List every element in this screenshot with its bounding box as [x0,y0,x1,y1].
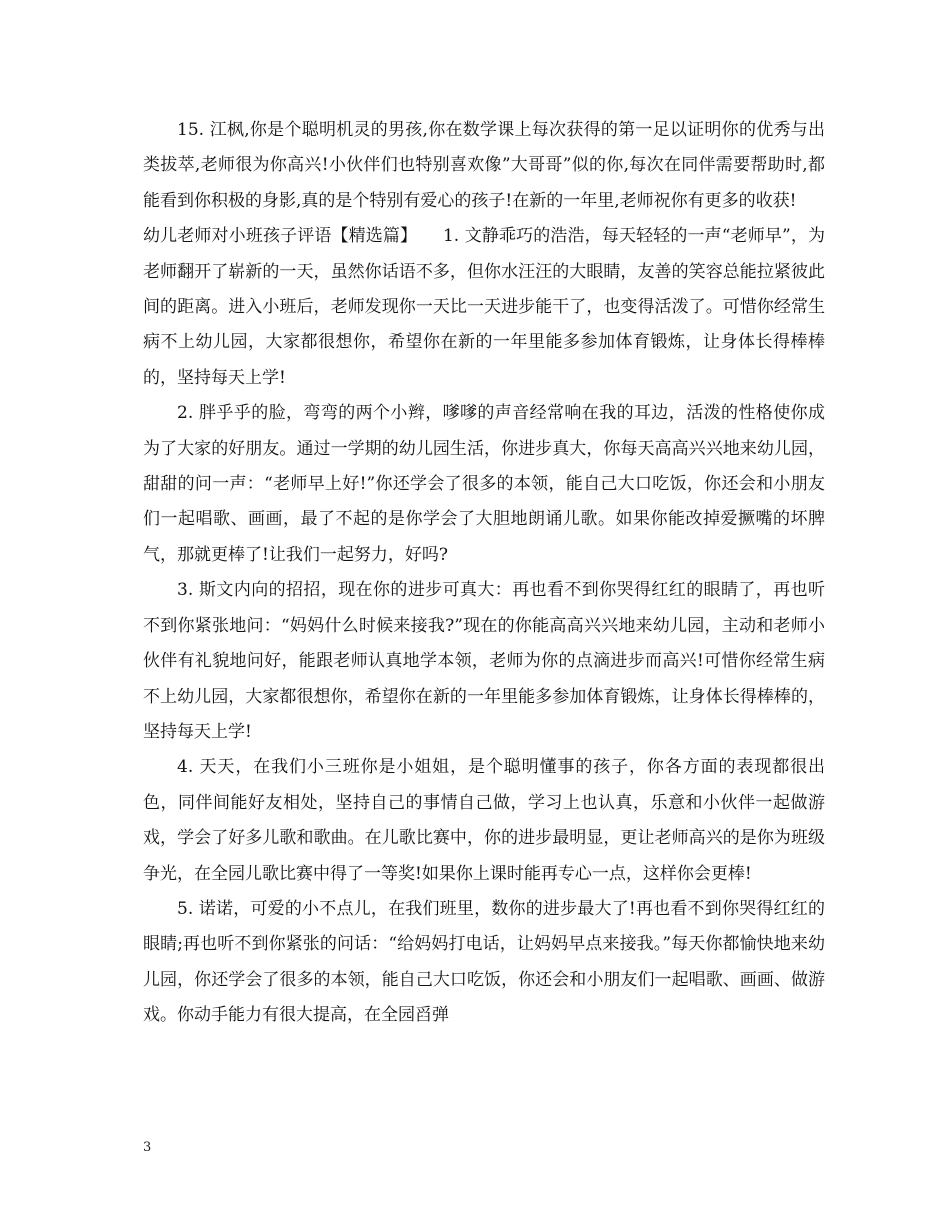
section-heading-and-paragraph-1: 幼儿老师对小班孩子评语【精选篇】 1. 文静乖巧的浩浩，每天轻轻的一声“老师早”，为老师翻开了崭新的一天，虽然你话语不多，但你水汪汪的大眼睛，友善的笑容总能拉紧彼此间的距离。进入小班后，老师发现你一天比一天进步能干了，也变得活泼了。可惜你经常生病不上幼儿园，大家都很想你，希望你在新的一年里能多参加体育锻炼，让身体长得棒棒的，坚持每天上学! [143,226,825,388]
paragraph-4: 4. 天天，在我们小三班你是小姐姐，是个聪明懂事的孩子，你各方面的表现都很出色，同伴间能好友相处，坚持自己的事情自己做，学习上也认真，乐意和小伙伴一起做游戏，学会了好多儿歌和歌曲。在儿歌比赛中，你的进步最明显，更让老师高兴的是你为班级争光，在全园儿歌比赛中得了一等奖!如果你上课时能再专心一点，这样你会更棒! [143,757,825,884]
document-body [143,113,825,1034]
paragraph-3: 3. 斯文内向的招招，现在你的进步可真大：再也看不到你哭得红红的眼睛了，再也听不到你紧张地问：“妈妈什么时候来接我?”现在的你能高高兴兴地来幼儿园，主动和老师小伙伴有礼貌地问好，能跟老师认真地学本领，老师为你的点滴进步而高兴!可惜你经常生病不上幼儿园，大家都很想你，希望你在新的一年里能多参加体育锻炼，让身体长得棒棒的，坚持每天上学! [143,580,825,742]
paragraph-15: 15. 江枫,你是个聪明机灵的男孩,你在数学课上每次获得的第一足以证明你的优秀与出类拔萃,老师很为你高兴!小伙伴们也特别喜欢像”大哥哥”似的你,每次在同伴需要帮助时,都能看到你积极的身影,真的是个特别有爱心的孩子!在新的一年里,老师祝你有更多的收获! [143,120,825,211]
page-number: 3 [143,1140,152,1155]
paragraph-5: 5. 诺诺，可爱的小不点儿，在我们班里，数你的进步最大了!再也看不到你哭得红红的眼睛;再也听不到你紧张的问话：“给妈妈打电话，让妈妈早点来接我。”每天你都愉快地来幼儿园，你还学会了很多的本领，能自己大口吃饭，你还会和小朋友们一起唱歌、画画、做游戏。你动手能力有很大提高，在全园舀弹 [143,898,825,1026]
paragraph-2: 2. 胖乎乎的脸，弯弯的两个小辫，嗲嗲的声音经常响在我的耳边，活泼的性格使你成为了大家的好朋友。通过一学期的幼儿园生活，你进步真大，你每天高高兴兴地来幼儿园，甜甜的问一声：“老师早上好!”你还学会了很多的本领，能自己大口吃饭，你还会和小朋友们一起唱歌、画画，最了不起的是你学会了大胆地朗诵儿歌。如果你能改掉爱撅嘴的坏脾气，那就更棒了!让我们一起努力，好吗? [143,403,825,565]
